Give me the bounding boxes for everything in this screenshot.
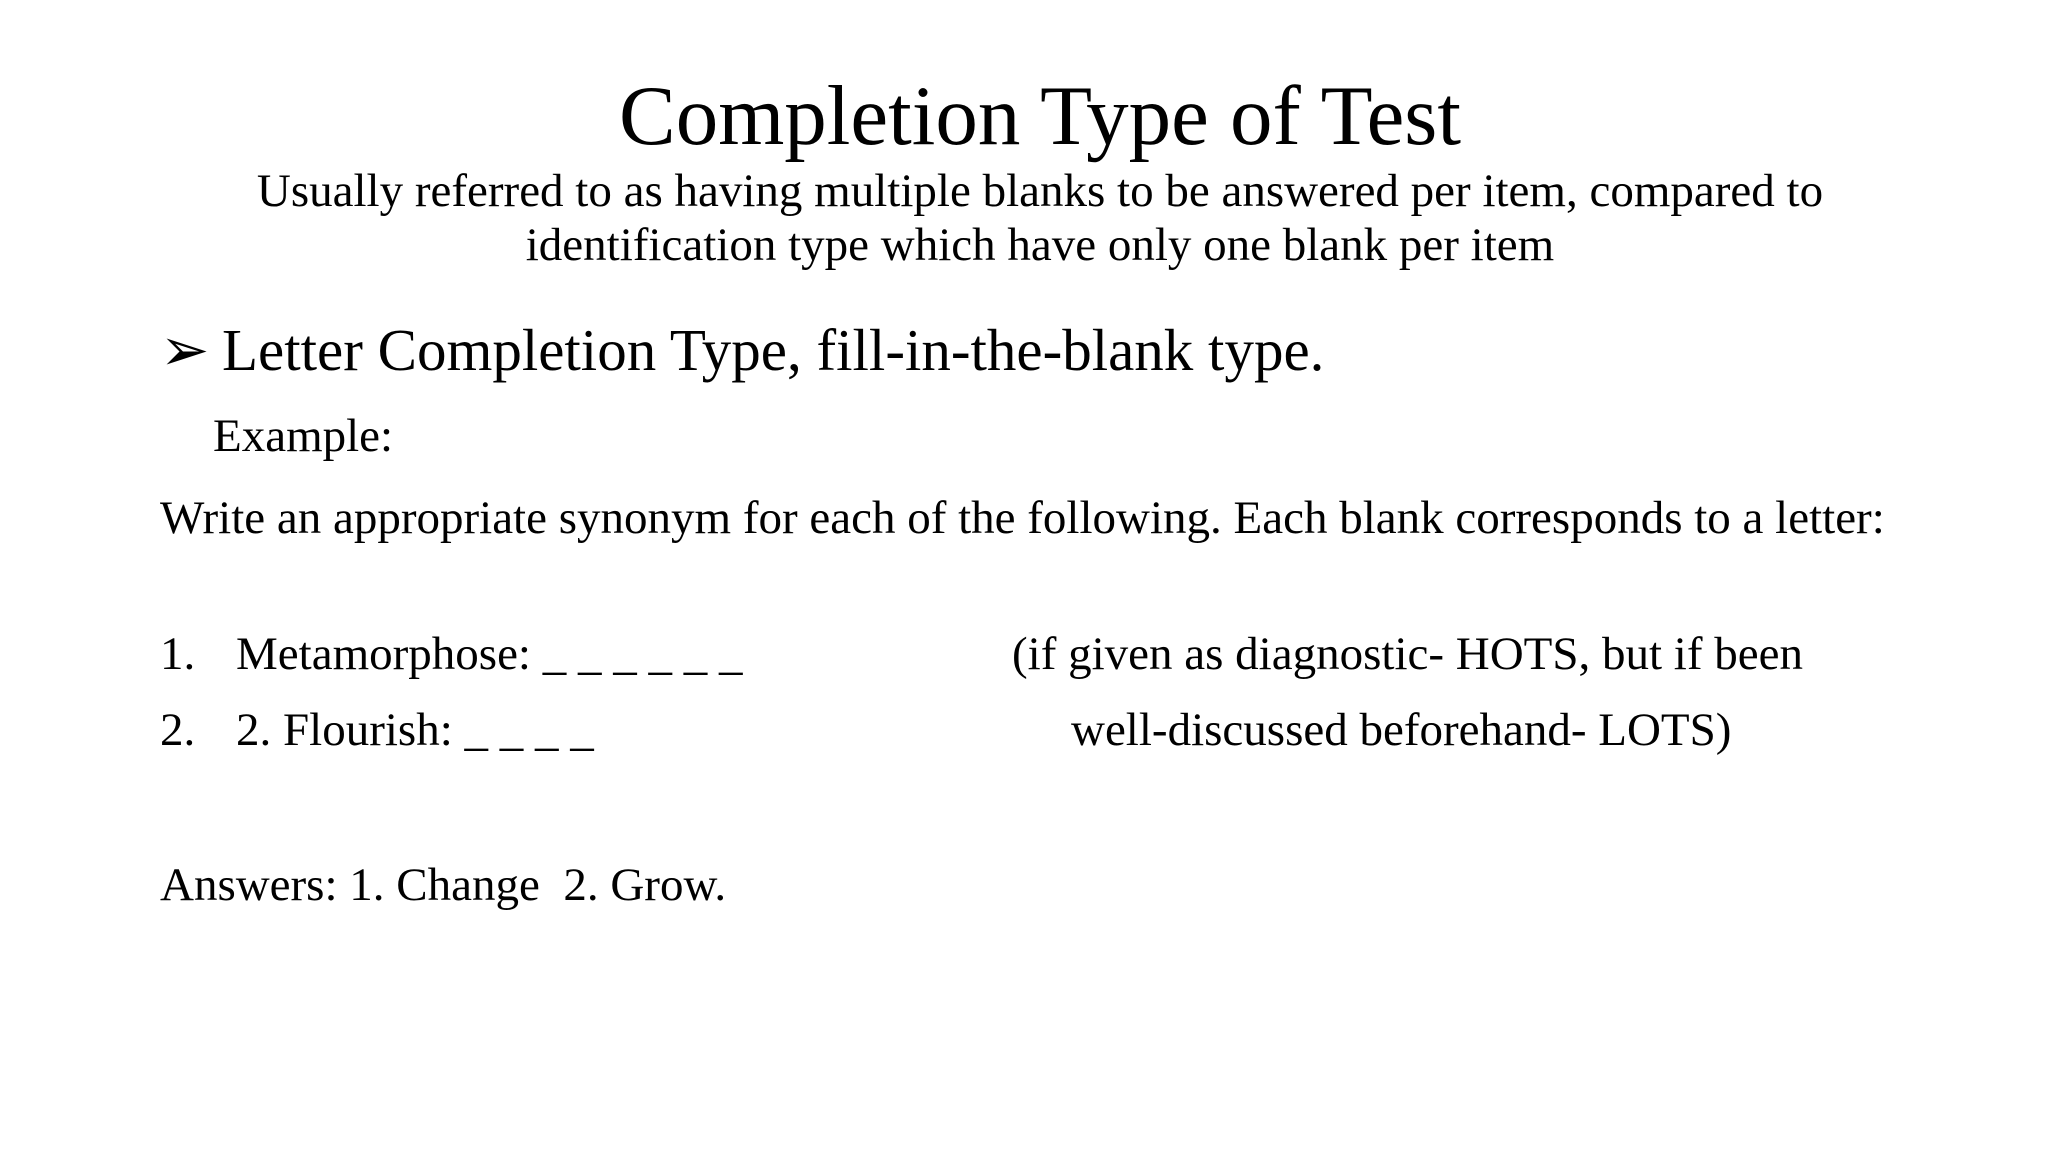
arrow-bullet-icon: ➢ — [160, 317, 210, 383]
item-number: 1. — [160, 628, 196, 680]
bullet-point — [160, 315, 1324, 385]
note-line: well-discussed beforehand- LOTS) — [1071, 704, 1732, 756]
slide-title: Completion Type of Test — [619, 69, 1461, 163]
list-item — [160, 702, 594, 758]
answers-text: Answers: 1. Change 2. Grow. — [160, 859, 727, 911]
item-text: 2. Flourish: _ _ _ _ — [236, 704, 594, 756]
example-label: Example: — [213, 410, 394, 462]
item-text: Metamorphose: _ _ _ _ _ _ — [236, 628, 743, 680]
item-number: 2. — [160, 704, 196, 756]
instruction-text: Write an appropriate synonym for each of the following. Each blank corresponds to a letter: — [160, 492, 1885, 544]
subtitle-line: identification type which have only one blank per item — [525, 219, 1555, 271]
subtitle-line: Usually referred to as having multiple blanks to be answered per item, compared to — [256, 165, 1824, 217]
list-item — [160, 626, 743, 682]
slide-subtitle — [160, 164, 1920, 272]
bullet-text: Letter Completion Type, fill-in-the-blank type. — [222, 317, 1325, 383]
note-line: (if given as diagnostic- HOTS, but if been — [1012, 628, 1803, 680]
